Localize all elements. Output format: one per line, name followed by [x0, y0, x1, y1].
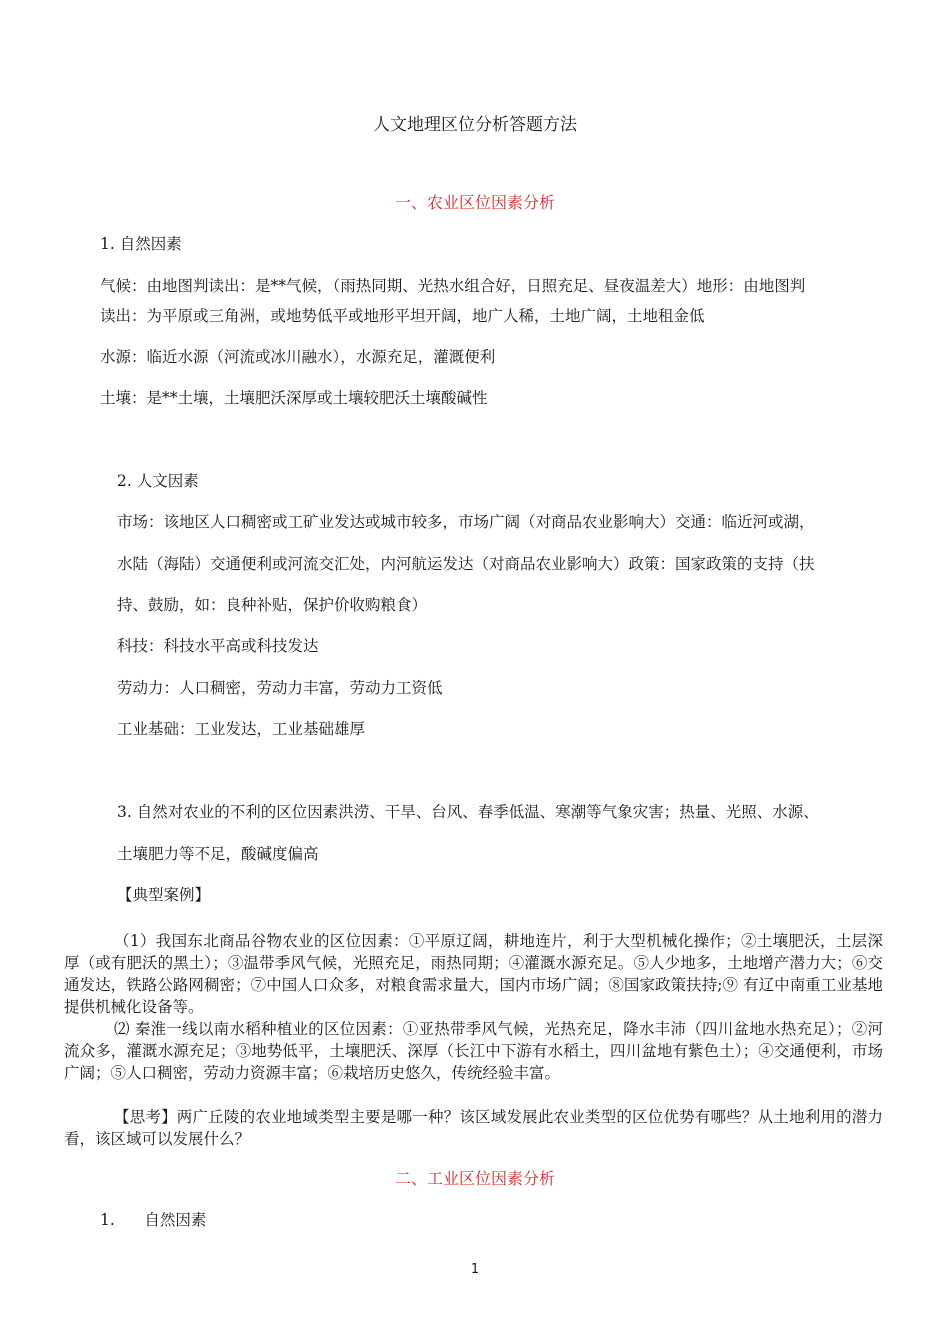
market-line-2: 水陆（海陆）交通便利或河流交汇处，内河航运发达（对商品农业影响大）政策：国家政策的支持（扶 [117, 555, 815, 573]
subheading-natural-factors: 1. 自然因素 [100, 235, 182, 253]
water-line: 水源：临近水源（河流或冰川融水），水源充足，灌溉便利 [100, 348, 496, 366]
section-heading-industry: 二、工业区位因素分析 [394, 1169, 555, 1188]
page-title: 人文地理区位分析答题方法 [373, 115, 577, 135]
market-line-1: 市场：该地区人口稠密或工矿业发达或城市较多，市场广阔（对商品农业影响大）交通：临近河或湖， [117, 513, 815, 531]
climate-line-1: 气候：由地图判读出：是**气候，（雨热同期、光热水组合好，日照充足、昼夜温差大）地形：由地图判 [100, 277, 806, 295]
unfavorable-factors-line-2: 土壤肥力等不足，酸碱度偏高 [117, 845, 319, 863]
subheading-industry-natural-factors: 1. 自然因素 [100, 1211, 207, 1229]
typical-case-title: 【典型案例】 [117, 886, 211, 904]
page-number: 1 [470, 1262, 480, 1277]
market-line-3: 持、鼓励，如：良种补贴，保护价收购粮食） [117, 596, 428, 614]
case-northeast-paragraph: （1）我国东北商品谷物农业的区位因素：①平原辽阔，耕地连片，利于大型机械化操作；②土壤肥沃，土层深厚（或有肥沃的黑土）；③温带季风气候，光照充足，雨热同期；④灌溉水源充足。⑤人少地多，土地增产潜力大；⑥交通发达，铁路公路网稠密；⑦中国人口众多，对粮食需求量大，国内市场广阔；⑧国家政策扶持;⑨ 有辽中南重工业基地提供机械化设备等。 [64, 932, 883, 1016]
subheading-human-factors: 2. 人文因素 [117, 472, 199, 490]
climate-line-2: 读出：为平原或三角洲，或地势低平或地形平坦开阔，地广人稀，土地广阔，土地租金低 [100, 307, 705, 325]
think-paragraph: 【思考】两广丘陵的农业地域类型主要是哪一种？该区域发展此农业类型的区位优势有哪些？从土地利用的潜力看，该区域可以发展什么？ [64, 1108, 883, 1148]
unfavorable-factors-line-1: 3. 自然对农业的不利的区位因素洪涝、干旱、台风、春季低温、寒潮等气象灾害；热量、光照、水源、 [117, 803, 819, 821]
section-heading-agriculture: 一、农业区位因素分析 [394, 193, 555, 212]
tech-line: 科技：科技水平高或科技发达 [117, 637, 319, 655]
labor-line: 劳动力：人口稠密，劳动力丰富，劳动力工资低 [117, 679, 443, 697]
case-rice-paragraph: ⑵ 秦淮一线以南水稻种植业的区位因素：①亚热带季风气候，光热充足，降水丰沛（四川盆地水热充足）；②河流众多，灌溉水源充足；③地势低平，土壤肥沃、深厚（长江中下游有水稻土，四川盆地有紫色土）；④交通便利，市场广阔；⑤人口稠密，劳动力资源丰富；⑥栽培历史悠久，传统经验丰富。 [64, 1020, 883, 1082]
industry-base-line: 工业基础：工业发达，工业基础雄厚 [117, 720, 366, 738]
soil-line: 土壤：是**土壤，土壤肥沃深厚或土壤较肥沃土壤酸碱性 [100, 389, 488, 407]
